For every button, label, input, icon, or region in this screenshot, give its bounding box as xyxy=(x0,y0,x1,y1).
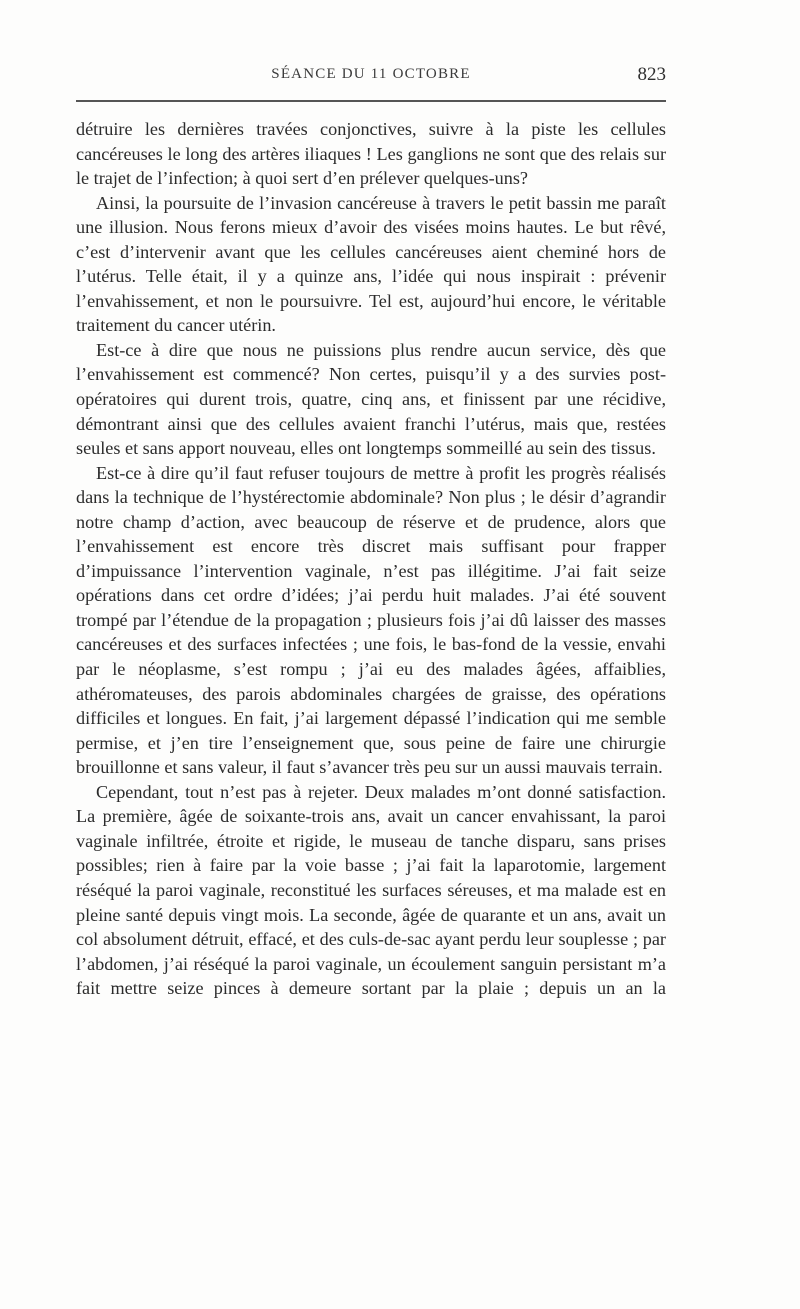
header-rule xyxy=(76,100,666,102)
paragraph-2: Ainsi, la poursuite de l’invasion cancéreuse à travers le petit bassin me paraît une illusion. Nous ferons mieux d’avoir des visées moins hautes. Le but rêvé, c’est d’intervenir avant que les cellules cancéreuses aient cheminé hors de l’utérus. Telle était, il y a quinze ans, l’idée qui nous inspirait : prévenir l’envahissement, et non le poursuivre. Tel est, aujourd’hui encore, le véritable traitement du cancer utérin. xyxy=(76,192,666,336)
paragraph-1: détruire les dernières travées conjonctives, suivre à la piste les cellules cancéreuses le long des artères iliaques ! Les ganglions ne sont que des relais sur le trajet de l’infection; à quoi sert d’en prélever quelques-uns? xyxy=(76,119,666,189)
page-number: 823 xyxy=(637,64,666,85)
paragraph-5: Cependant, tout n’est pas à rejeter. Deux malades m’ont donné satisfaction. La première, âgée de soixante-trois ans, avait un cancer envahissant, la paroi vaginale infiltrée, étroite et rigide, le museau de tanche disparu, sans prises possibles; rien à faire par la voie basse ; j’ai fait la laparotomie, largement réséqué la paroi vaginale, reconstitué les surfaces séreuses, et ma malade est en pleine santé depuis vingt mois. La seconde, âgée de quarante et un ans, avait un col absolument détruit, effacé, et des culs-de-sac ayant perdu leur souplesse ; par l’abdomen, j’ai réséqué la paroi vaginale, un écoulement sanguin persistant m’a fait mettre seize pinces à demeure sortant par la plaie ; depuis un an la xyxy=(76,781,666,999)
page-header xyxy=(76,66,666,90)
body-text xyxy=(76,117,666,1001)
running-head: SÉANCE DU 11 OCTOBRE xyxy=(271,66,471,82)
paragraph-3: Est-ce à dire que nous ne puissions plus rendre aucun service, dès que l’envahissement est commencé? Non certes, puisqu’il y a des survies post-opératoires qui durent trois, quatre, cinq ans, et finissent par une récidive, démontrant ainsi que des cellules avaient franchi l’utérus, mais que, restées seules et sans apport nouveau, elles ont longtemps sommeillé au sein des tissus. xyxy=(76,339,666,459)
paragraph-4: Est-ce à dire qu’il faut refuser toujours de mettre à profit les progrès réalisés dans la technique de l’hystérectomie abdominale? Non plus ; le désir d’agrandir notre champ d’action, avec beaucoup de réserve et de prudence, alors que l’envahissement est encore très discret mais suffisant pour frapper d’impuissance l’intervention vaginale, n’est pas illégitime. J’ai fait seize opérations dans cet ordre d’idées; j’ai perdu huit malades. J’ai été souvent trompé par l’étendue de la propagation ; plusieurs fois j’ai dû laisser des masses cancéreuses et des surfaces infectées ; une fois, le bas-fond de la vessie, envahi par le néoplasme, s’est rompu ; j’ai eu des malades âgées, affaiblies, athéromateuses, des parois abdominales chargées de graisse, des opérations difficiles et longues. En fait, j’ai largement dépassé l’indication qui me semble permise, et j’en tire l’enseignement que, sous peine de faire une chirurgie brouillonne et sans valeur, il faut s’avancer très peu sur un aussi mauvais terrain. xyxy=(76,462,666,778)
